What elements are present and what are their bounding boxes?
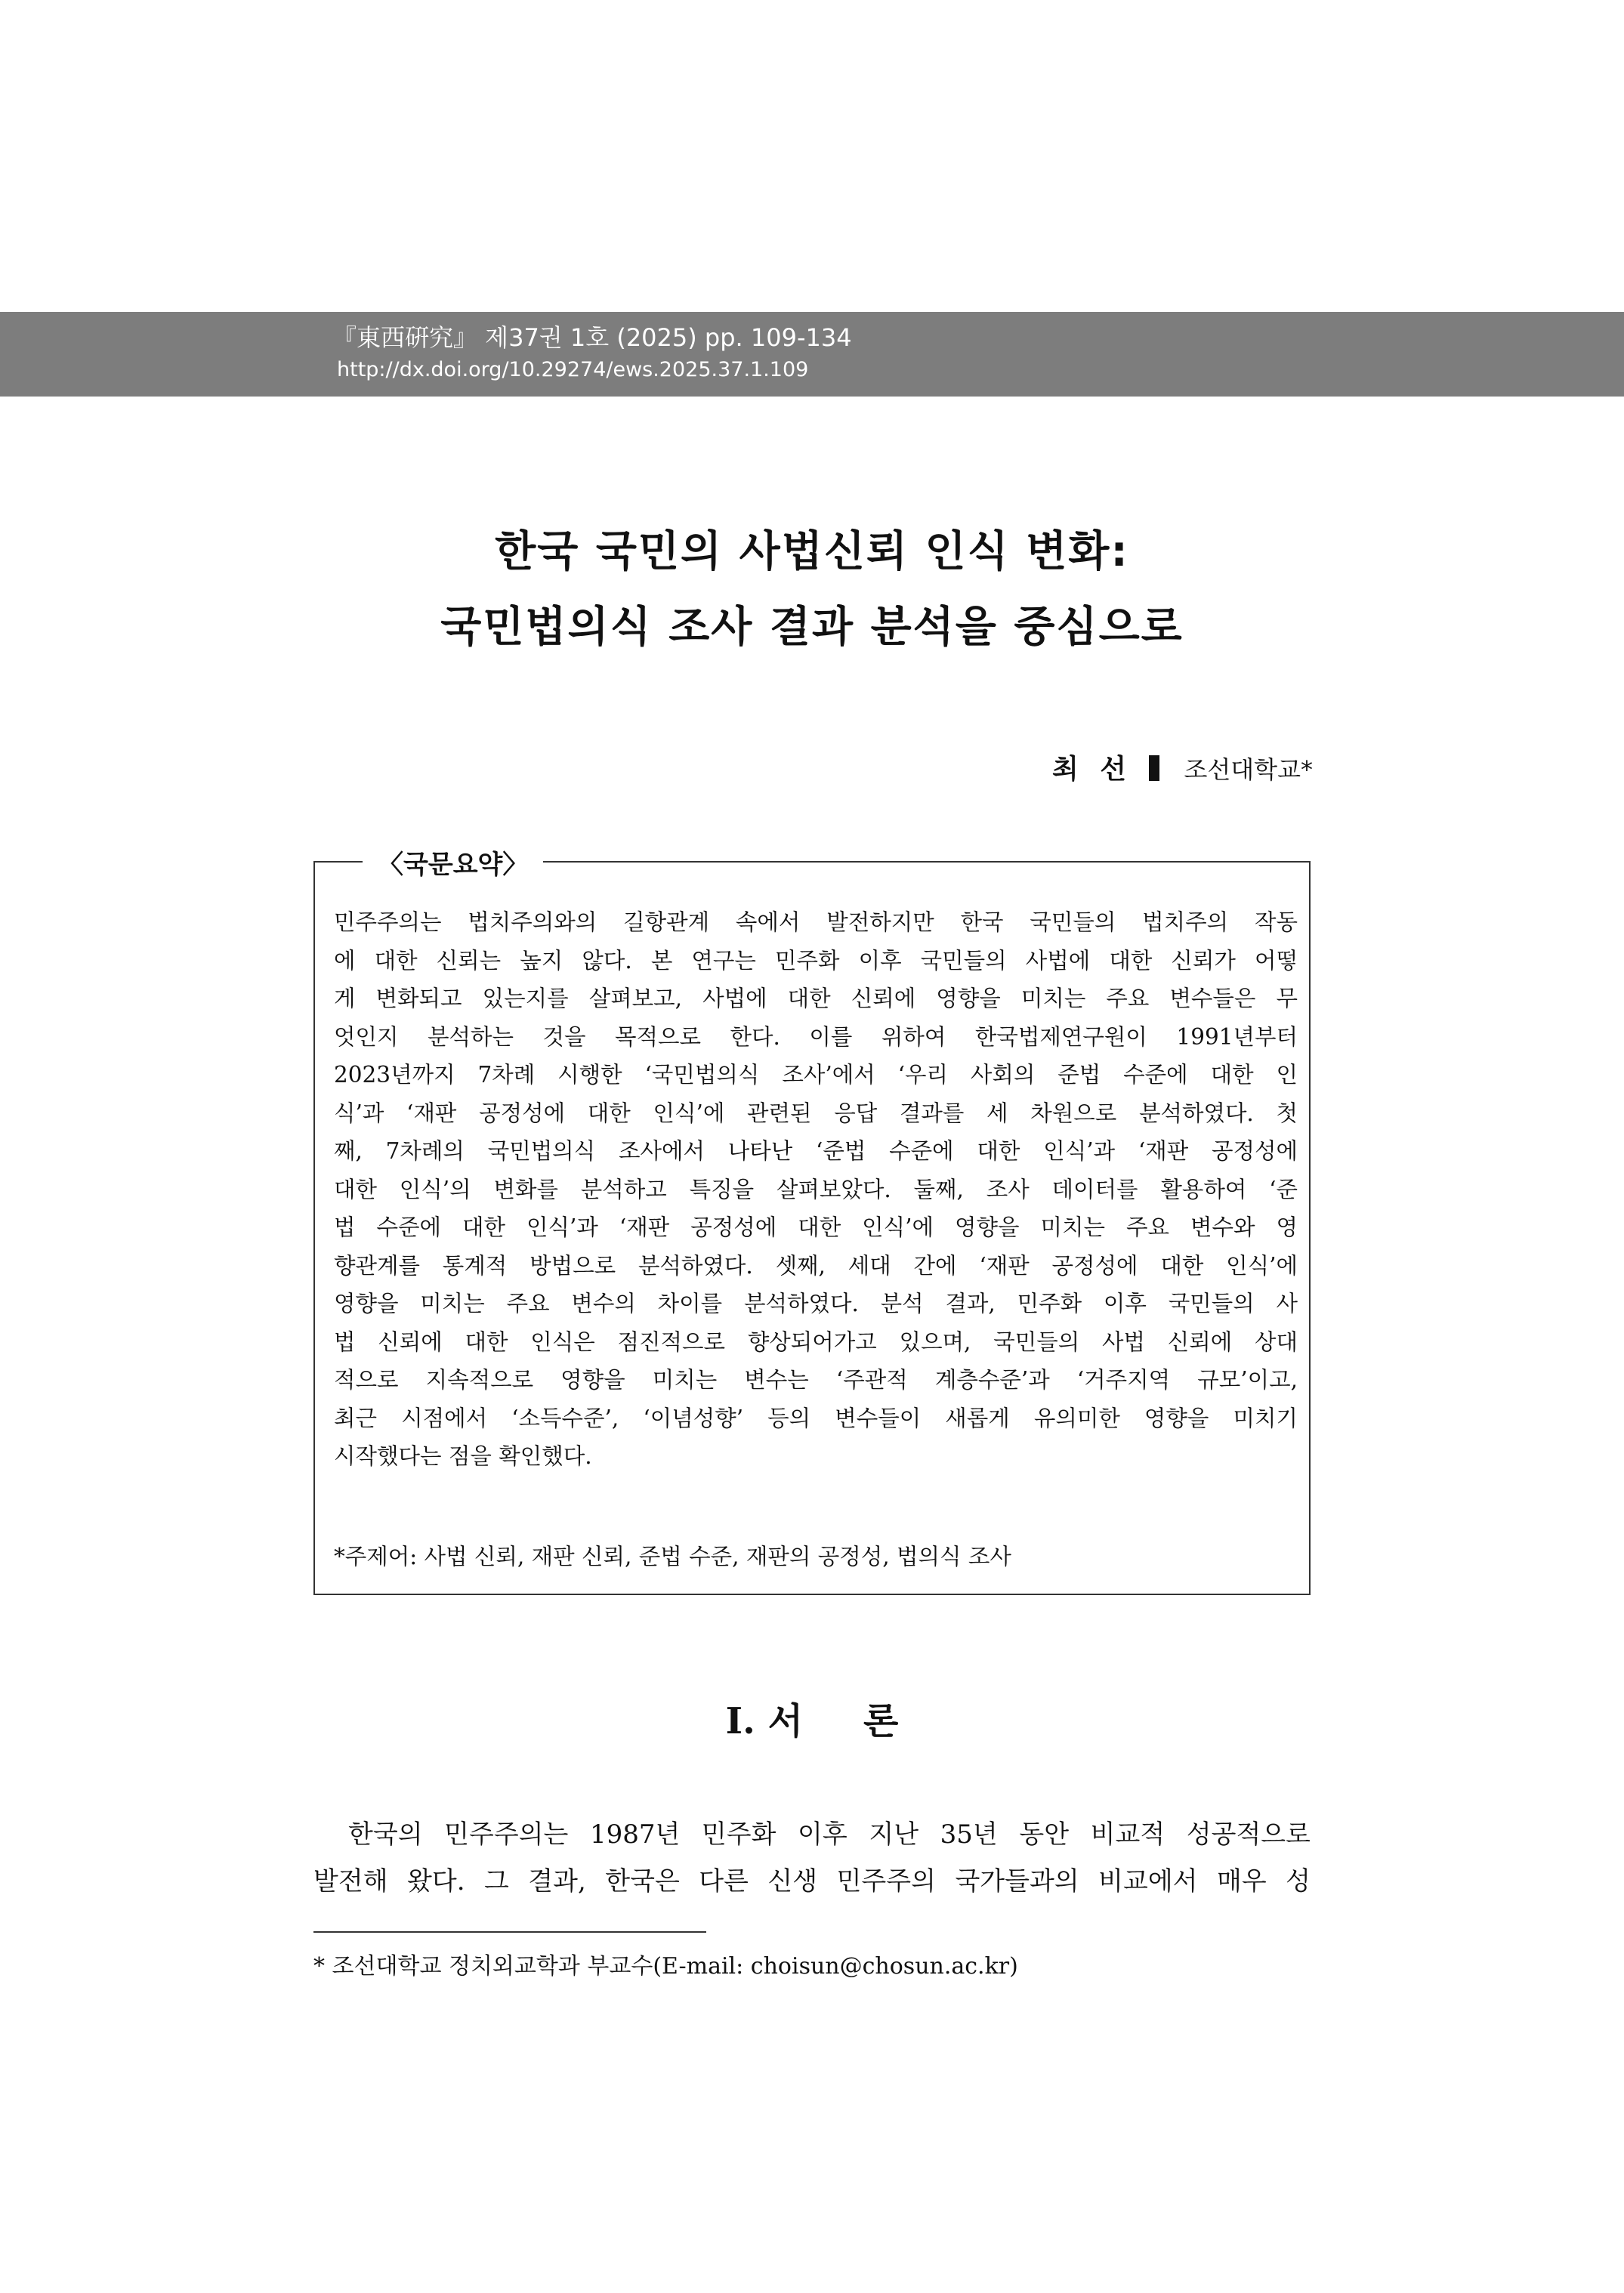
- paper-title-line-2: 국민법의식 조사 결과 분석을 중심으로: [440, 603, 1184, 652]
- author-separator-bar: [1149, 755, 1159, 781]
- abstract-line: 게 변화되고 있는지를 살펴보고, 사법에 대한 신뢰에 영향을 미치는 주요 변수들은 무: [334, 986, 1298, 1011]
- abstract-line: 향관계를 통계적 방법으로 분석하였다. 셋째, 세대 간에 ‘재판 공정성에 대한 인식’에: [334, 1252, 1298, 1279]
- abstract-line: 대한 인식’의 변화를 분석하고 특징을 살펴보았다. 둘째, 조사 데이터를 활용하여 ‘준: [334, 1176, 1298, 1202]
- abstract-line: 식’과 ‘재판 공정성에 대한 인식’에 관련된 응답 결과를 세 차원으로 분석하였다. 첫: [334, 1100, 1298, 1126]
- abstract-line: 째, 7차례의 국민법의식 조사에서 나타난 ‘준법 수준에 대한 인식’과 ‘재판 공정성에: [334, 1138, 1298, 1164]
- section-title-part: 서: [767, 1700, 803, 1742]
- footnote: * 조선대학교 정치외교학과 부교수(E-mail: choisun@chosun.ac.kr): [313, 1953, 1018, 1980]
- abstract-line: 에 대한 신뢰는 높지 않다. 본 연구는 민주화 이후 국민들의 사법에 대한 신뢰가 어떻: [334, 947, 1298, 974]
- doi-link[interactable]: http://dx.doi.org/10.29274/ews.2025.37.1.109: [337, 358, 809, 381]
- abstract-line: 시작했다는 점을 확인했다.: [334, 1443, 592, 1469]
- section-heading: [0, 1692, 1624, 1744]
- section-number: Ⅰ.: [725, 1700, 755, 1742]
- author-affiliation: 조선대학교*: [1184, 755, 1313, 784]
- abstract-line: 법 신뢰에 대한 인식은 점진적으로 향상되어가고 있으며, 국민들의 사법 신뢰에 상대: [334, 1329, 1298, 1355]
- footnote-divider: [313, 1931, 706, 1933]
- abstract-line: 법 수준에 대한 인식’과 ‘재판 공정성에 대한 인식’에 영향을 미치는 주요 변수와 영: [334, 1214, 1298, 1240]
- keywords: *주제어: 사법 신뢰, 재판 신뢰, 준법 수준, 재판의 공정성, 법의식 조사: [334, 1544, 1011, 1569]
- abstract-line: 엇인지 분석하는 것을 목적으로 한다. 이를 위하여 한국법제연구원이 1991년부터: [334, 1023, 1298, 1050]
- section-title-part: 론: [863, 1700, 899, 1742]
- abstract-line: 2023년까지 7차례 시행한 ‘국민법의식 조사’에서 ‘우리 사회의 준법 수준에 대한 인: [334, 1062, 1298, 1088]
- body-paragraph: [313, 1811, 1311, 1905]
- journal-citation: 『東西硏究』 제37권 1호 (2025) pp. 109-134: [332, 323, 852, 352]
- abstract-line: 적으로 지속적으로 영향을 미치는 변수는 ‘주관적 계층수준’과 ‘거주지역 규모’이고,: [334, 1367, 1298, 1393]
- body-line: 발전해 왔다. 그 결과, 한국은 다른 신생 민주주의 국가들과의 비교에서 매우 성: [313, 1866, 1311, 1896]
- paper-title-line-1: 한국 국민의 사법신뢰 인식 변화:: [495, 527, 1129, 576]
- abstract-line: 영향을 미치는 주요 변수의 차이를 분석하였다. 분석 결과, 민주화 이후 국민들의 사: [334, 1291, 1298, 1316]
- author-name: 최 선: [1052, 754, 1133, 785]
- abstract-line: 민주주의는 법치주의와의 길항관계 속에서 발전하지만 한국 국민들의 법치주의 작동: [334, 909, 1298, 935]
- author-line: [1052, 748, 1313, 786]
- abstract-text: [334, 903, 1298, 1476]
- abstract-label: 〈국문요약〉: [363, 844, 543, 881]
- body-line: 한국의 민주주의는 1987년 민주화 이후 지난 35년 동안 비교적 성공적으로: [348, 1819, 1311, 1850]
- abstract-line: 최근 시점에서 ‘소득수준’, ‘이념성향’ 등의 변수들이 새롭게 유의미한 영향을 미치기: [334, 1405, 1298, 1431]
